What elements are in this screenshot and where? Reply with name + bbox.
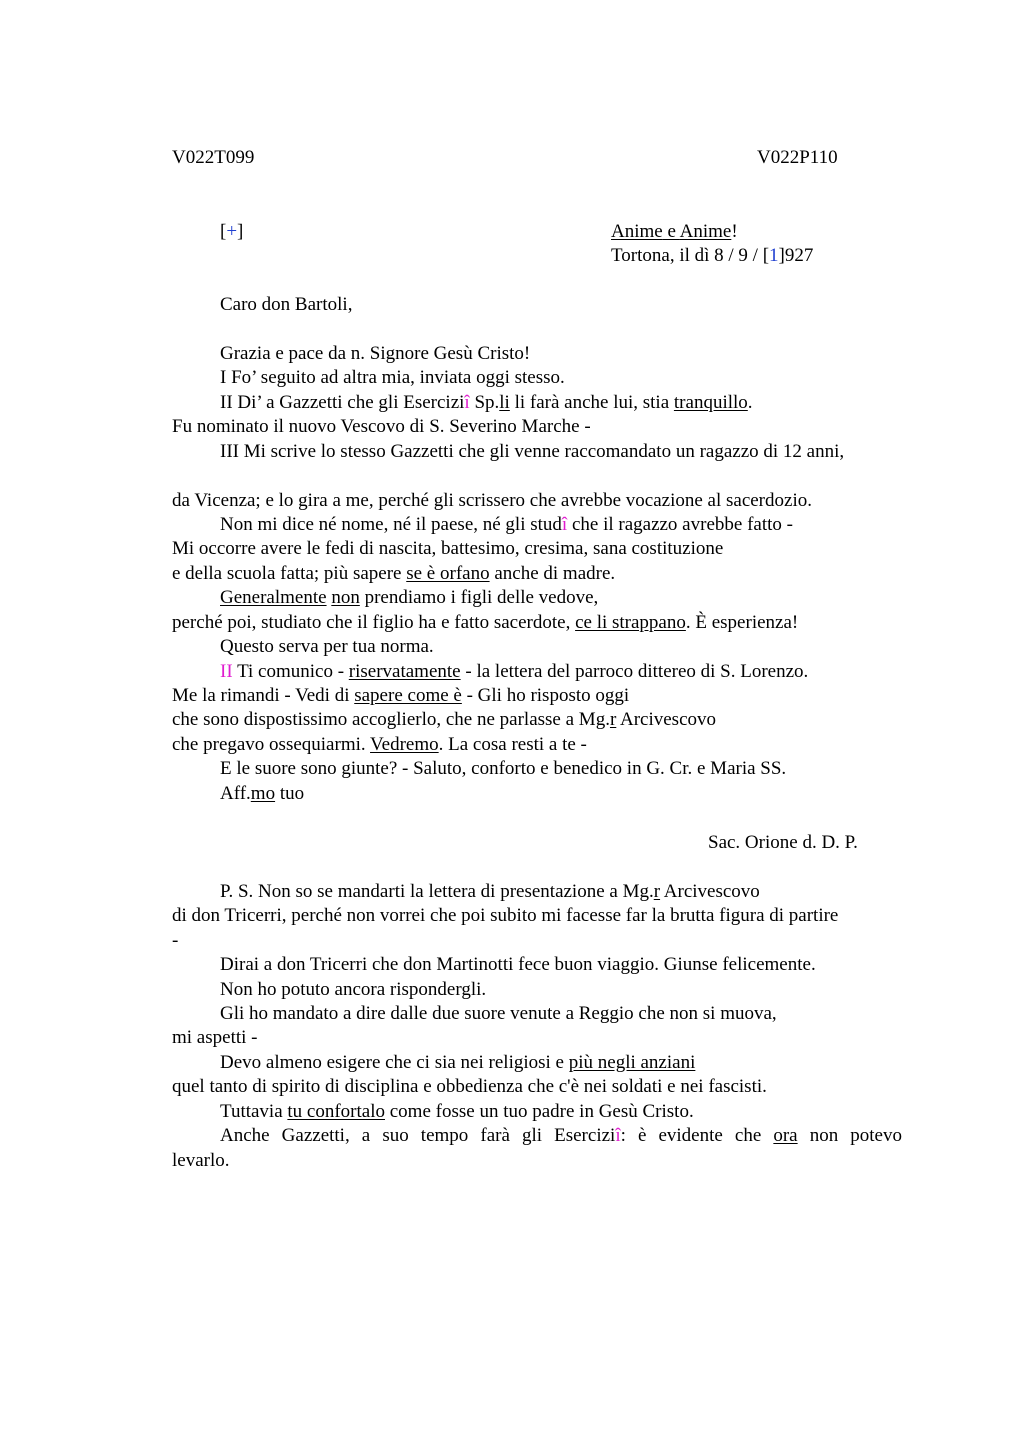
ps-line-1: P. S. Non so se mandarti la lettera di presentazione a Mg.r Arcivescovo: [220, 881, 760, 902]
body-line-12: Questo serva per tua norma.: [220, 636, 434, 657]
body-line-10: Generalmente non prendiamo i figli delle vedove,: [220, 587, 599, 608]
ps-line-9: quel tanto di spirito di disciplina e obbedienza che c'è nei soldati e nei fascisti.: [172, 1076, 767, 1097]
ps-line-5: Non ho potuto ancora rispondergli.: [220, 979, 487, 1000]
closing-line: Aff.mo tuo: [220, 783, 305, 804]
place-date: Tortona, il dì 8 / 9 / [1]927: [611, 245, 814, 266]
body-line-2: I Fo’ seguito ad altra mia, inviata oggi stesso.: [220, 367, 565, 388]
body-line-11: perché poi, studiato che il figlio ha e fatto sacerdote, ce li strappano. È esperienza!: [172, 612, 799, 633]
document-code-right: V022P110: [757, 147, 838, 168]
body-line-17: E le suore sono giunte? - Saluto, conforto e benedico in G. Cr. e Maria SS.: [220, 758, 787, 779]
ps-line-10: Tuttavia tu confortalo come fosse un tuo padre in Gesù Cristo.: [220, 1101, 694, 1122]
body-line-15: che sono dispostissimo accoglierlo, che ne parlasse a Mg.r Arcivescovo: [172, 709, 717, 730]
ps-line-8: Devo almeno esigere che ci sia nei religiosi e più negli anziani: [220, 1052, 696, 1073]
ps-line-2: di don Tricerri, perché non vorrei che poi subito mi facesse far la brutta figura di partire: [172, 905, 839, 926]
ps-line-7: mi aspetti -: [172, 1027, 258, 1048]
body-line-13: II Ti comunico - riservatamente - la lettera del parroco dittereo di S. Lorenzo.: [220, 661, 809, 682]
cross-mark: [+]: [220, 221, 244, 242]
body-line-6: da Vicenza; e lo gira a me, perché gli scrissero che avrebbe vocazione al sacerdozio.: [172, 490, 812, 511]
signature: Sac. Orione d. D. P.: [708, 832, 858, 853]
body-line-9: e della scuola fatta; più sapere se è orfano anche di madre.: [172, 563, 616, 584]
ps-line-11: Anche Gazzetti, a suo tempo farà gli Eserciziî: è evidente che ora non potevo: [220, 1125, 902, 1146]
body-line-4: Fu nominato il nuovo Vescovo di S. Severino Marche -: [172, 416, 591, 437]
body-line-3: II Di’ a Gazzetti che gli Eserciziî Sp.li li farà anche lui, stia tranquillo.: [220, 392, 753, 413]
ps-line-12: levarlo.: [172, 1150, 230, 1171]
body-line-16: che pregavo ossequiarmi. Vedremo. La cosa resti a te -: [172, 734, 587, 755]
ps-line-6: Gli ho mandato a dire dalle due suore venute a Reggio che non si muova,: [220, 1003, 777, 1024]
body-line-8: Mi occorre avere le fedi di nascita, battesimo, cresima, sana costituzione: [172, 538, 724, 559]
body-line-14: Me la rimandi - Vedi di sapere come è - Gli ho risposto oggi: [172, 685, 630, 706]
ps-line-3: -: [172, 930, 179, 951]
document-code-left: V022T099: [172, 147, 255, 168]
motto: Anime e Anime!: [611, 221, 738, 242]
body-line-1: Grazia e pace da n. Signore Gesù Cristo!: [220, 343, 531, 364]
body-line-5: III Mi scrive lo stesso Gazzetti che gli venne raccomandato un ragazzo di 12 anni,: [220, 441, 845, 462]
ps-line-4: Dirai a don Tricerri che don Martinotti fece buon viaggio. Giunse felicemente.: [220, 954, 816, 975]
salutation: Caro don Bartoli,: [220, 294, 353, 315]
body-line-7: Non mi dice né nome, né il paese, né gli studî che il ragazzo avrebbe fatto -: [220, 514, 793, 535]
